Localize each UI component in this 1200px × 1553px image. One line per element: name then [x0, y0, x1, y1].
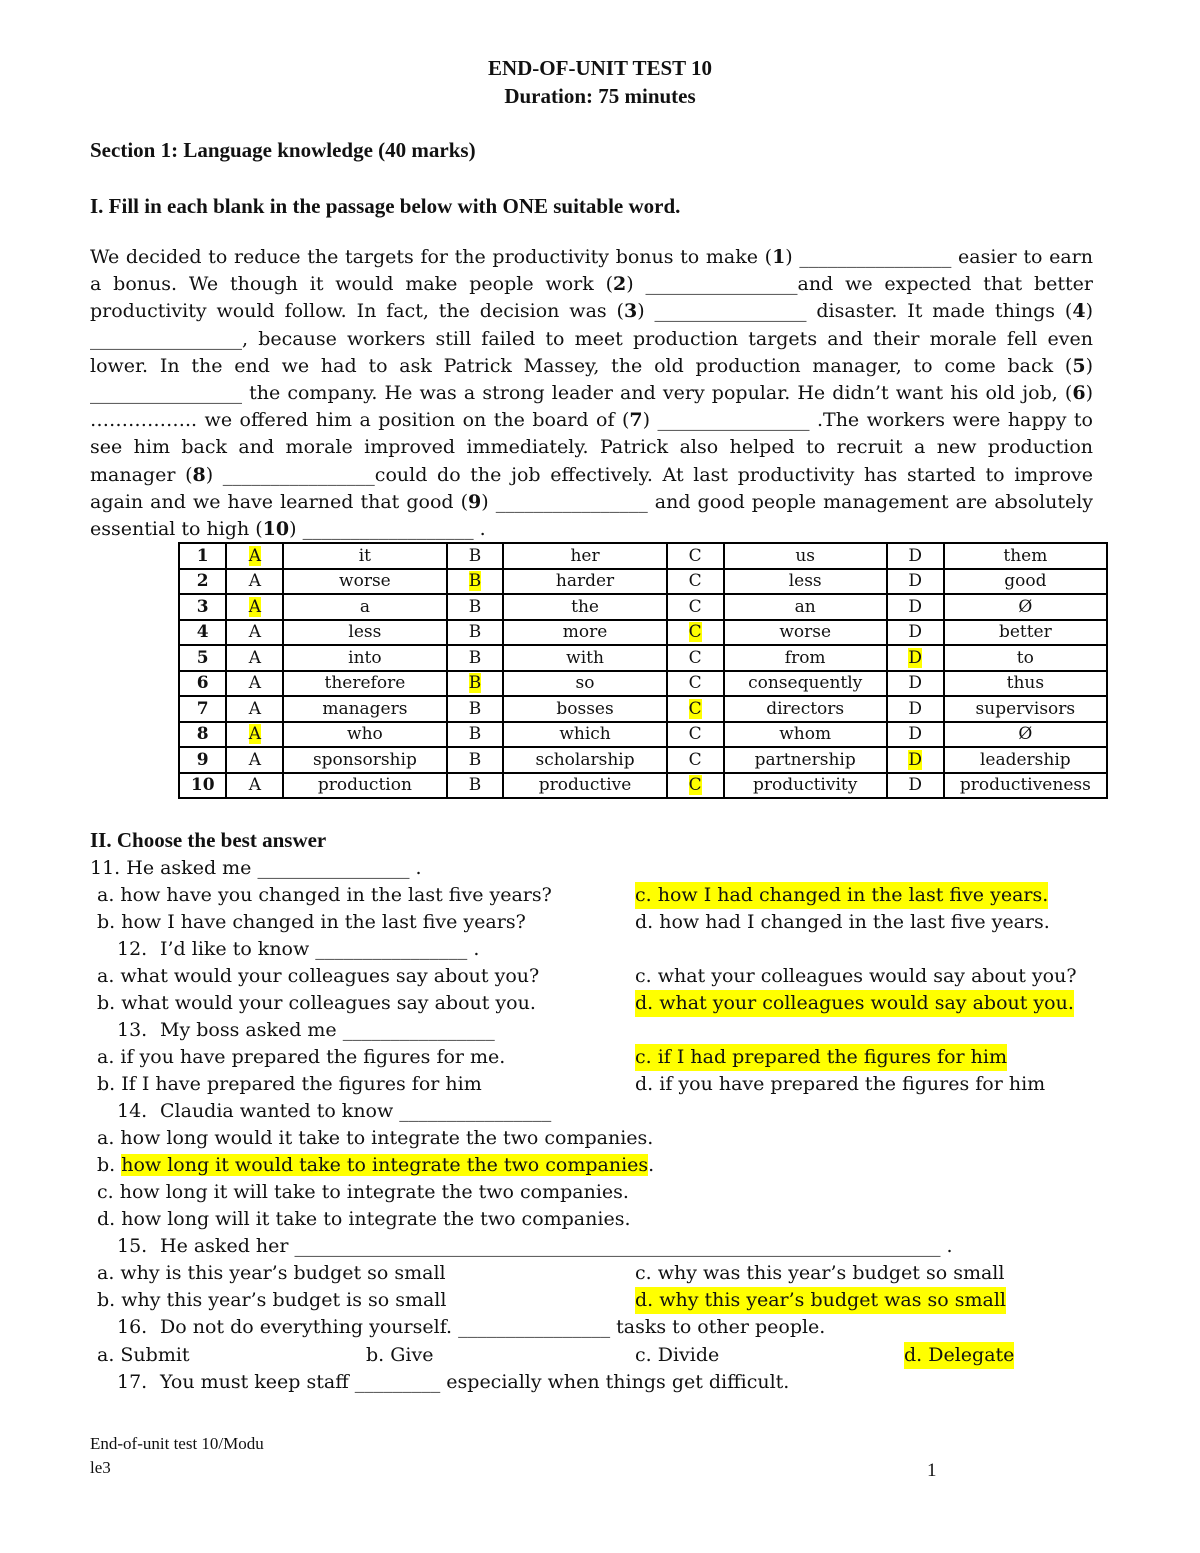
option-letter-d: D: [887, 773, 944, 799]
option-word-c: directors: [724, 696, 887, 722]
q16-option-a: a. Submit: [97, 1344, 190, 1366]
option-letter-b: B: [447, 620, 504, 646]
q14-option-d: d. how long will it take to integrate the two companies.: [97, 1208, 631, 1230]
option-letter-c: C: [667, 594, 724, 620]
q11-option-d: d. how had I changed in the last five years.: [635, 911, 1050, 933]
option-word-b: with: [503, 645, 666, 671]
footer-text-line2: le3: [90, 1458, 111, 1477]
option-letter-b: B: [447, 722, 504, 748]
option-letter-c: C: [667, 569, 724, 595]
test-title: END-OF-UNIT TEST 10: [487, 56, 713, 80]
options-row: [179, 671, 1107, 697]
question-15-stem: He asked her ____________________________________________________________________ .: [160, 1235, 953, 1257]
q12-option-a: a. what would your colleagues say about you?: [97, 965, 540, 987]
option-letter-a: [226, 722, 283, 748]
option-letter-d: D: [887, 696, 944, 722]
answer-highlight: C: [688, 775, 702, 796]
q15-option-c: c. why was this year’s budget so small: [635, 1262, 1005, 1284]
option-letter-c: C: [667, 722, 724, 748]
option-word-d: Ø: [944, 594, 1107, 620]
option-word-c: us: [724, 543, 887, 569]
option-letter-c: C: [667, 671, 724, 697]
q13-option-b: b. If I have prepared the figures for him: [97, 1073, 482, 1095]
option-letter-d: D: [887, 722, 944, 748]
option-letter-c: C: [667, 747, 724, 773]
option-letter-b: [447, 569, 504, 595]
answer-highlight: C: [688, 622, 702, 643]
row-number: 8: [179, 722, 226, 748]
option-letter-d: [887, 645, 944, 671]
footer-text-line1: End-of-unit test 10/Modu: [90, 1434, 264, 1453]
question-17-number: 17.: [117, 1371, 148, 1393]
option-letter-a: [226, 543, 283, 569]
option-letter-c: [667, 696, 724, 722]
option-letter-a: A: [226, 620, 283, 646]
option-word-a: production: [283, 773, 446, 799]
option-word-b: productive: [503, 773, 666, 799]
answer-highlight: A: [248, 596, 261, 617]
question-13-number: 13.: [117, 1019, 148, 1041]
option-letter-b: B: [447, 645, 504, 671]
option-letter-d: [887, 747, 944, 773]
option-word-c: worse: [724, 620, 887, 646]
answer-highlight: B: [468, 673, 482, 694]
q11-option-b: b. how I have changed in the last five years?: [97, 911, 526, 933]
answer-highlight: D: [908, 749, 923, 770]
page-number: 1: [927, 1460, 937, 1481]
option-word-b: bosses: [503, 696, 666, 722]
options-row: [179, 620, 1107, 646]
q13-option-d: d. if you have prepared the figures for him: [635, 1073, 1046, 1095]
option-word-d: productiveness: [944, 773, 1107, 799]
option-word-d: better: [944, 620, 1107, 646]
question-14-stem: Claudia wanted to know ________________: [160, 1100, 552, 1122]
option-word-d: leadership: [944, 747, 1107, 773]
test-duration: Duration: 75 minutes: [504, 84, 696, 108]
q13-option-c: c. if I had prepared the figures for him: [635, 1044, 1007, 1071]
option-word-a: less: [283, 620, 446, 646]
q16-option-c: c. Divide: [635, 1344, 720, 1366]
question-16-stem: Do not do everything yourself. ________________ tasks to other people.: [160, 1316, 826, 1338]
option-word-b: so: [503, 671, 666, 697]
option-letter-a: A: [226, 569, 283, 595]
options-row: [179, 645, 1107, 671]
option-letter-a: A: [226, 671, 283, 697]
option-word-b: harder: [503, 569, 666, 595]
option-word-a: worse: [283, 569, 446, 595]
option-letter-c: C: [667, 543, 724, 569]
option-word-a: managers: [283, 696, 446, 722]
question-15-number: 15.: [117, 1235, 148, 1257]
option-word-c: from: [724, 645, 887, 671]
option-letter-d: D: [887, 620, 944, 646]
options-table: [178, 542, 1108, 799]
option-word-b: her: [503, 543, 666, 569]
cloze-passage: We decided to reduce the targets for the productivity bonus to make (1) ________________ easier to earn a bonus. We though it would make people work (2) ________________and we expected that better productivity would follow. In fact, the decision was (3) ________________ disaster. It made things (4) ________________, because workers still failed to meet production targets and their morale fell even lower. In the end we had to ask Patrick Massey, the old production manager, to come back (5) ________________ the company. He was a strong leader and very popular. He didn’t want his old job, (6) …………….. we offered him a position on the board of (7) ________________ .The workers were happy to see him back and morale improved immediately. Patrick also helped to recruit a new production manager (8) ________________could do the job effectively. At last productivity has started to improve again and we have learned that good (9) ________________ and good people management are absolutely essential to high (10) __________________ .: [90, 246, 1094, 541]
row-number: 5: [179, 645, 226, 671]
options-row: [179, 722, 1107, 748]
answer-highlight: D: [908, 647, 923, 668]
option-word-d: them: [944, 543, 1107, 569]
option-word-c: less: [724, 569, 887, 595]
option-letter-b: B: [447, 543, 504, 569]
option-letter-d: D: [887, 569, 944, 595]
option-word-b: scholarship: [503, 747, 666, 773]
q12-option-d: d. what your colleagues would say about you.: [635, 990, 1074, 1017]
q15-option-d: d. why this year’s budget was so small: [635, 1287, 1006, 1314]
q15-option-a: a. why is this year’s budget so small: [97, 1262, 446, 1284]
row-number: 9: [179, 747, 226, 773]
option-letter-b: B: [447, 773, 504, 799]
q12-option-b: b. what would your colleagues say about you.: [97, 992, 536, 1014]
row-number: 3: [179, 594, 226, 620]
question-16-number: 16.: [117, 1316, 148, 1338]
option-letter-b: [447, 671, 504, 697]
option-word-c: whom: [724, 722, 887, 748]
option-word-d: thus: [944, 671, 1107, 697]
q16-option-d: d. Delegate: [904, 1342, 1014, 1369]
answer-highlight: B: [468, 571, 482, 592]
option-letter-b: B: [447, 696, 504, 722]
options-row: [179, 594, 1107, 620]
option-letter-c: [667, 620, 724, 646]
q13-option-a: a. if you have prepared the figures for me.: [97, 1046, 506, 1068]
option-word-c: partnership: [724, 747, 887, 773]
option-letter-d: D: [887, 543, 944, 569]
option-word-a: who: [283, 722, 446, 748]
answer-highlight: C: [688, 698, 702, 719]
option-word-d: supervisors: [944, 696, 1107, 722]
row-number: 6: [179, 671, 226, 697]
option-letter-a: A: [226, 747, 283, 773]
option-word-a: it: [283, 543, 446, 569]
row-number: 10: [179, 773, 226, 799]
options-row: [179, 747, 1107, 773]
option-word-c: consequently: [724, 671, 887, 697]
question-11-stem: 11. He asked me ________________ .: [90, 857, 422, 879]
row-number: 1: [179, 543, 226, 569]
option-letter-a: A: [226, 773, 283, 799]
option-word-a: into: [283, 645, 446, 671]
question-12-stem: I’d like to know ________________ .: [160, 938, 480, 960]
options-row: [179, 569, 1107, 595]
option-letter-a: [226, 594, 283, 620]
option-word-a: a: [283, 594, 446, 620]
option-letter-c: C: [667, 645, 724, 671]
part2-title: II. Choose the best answer: [90, 828, 327, 852]
option-word-c: productivity: [724, 773, 887, 799]
row-number: 2: [179, 569, 226, 595]
option-word-c: an: [724, 594, 887, 620]
q14-option-a: a. how long would it take to integrate the two companies.: [97, 1127, 654, 1149]
q11-option-c: c. how I had changed in the last five years.: [635, 882, 1048, 909]
option-word-b: which: [503, 722, 666, 748]
answer-highlight: A: [248, 545, 261, 566]
option-word-d: to: [944, 645, 1107, 671]
option-letter-c: [667, 773, 724, 799]
option-word-a: therefore: [283, 671, 446, 697]
q14-option-c: c. how long it will take to integrate the two companies.: [97, 1181, 629, 1203]
options-row: [179, 773, 1107, 799]
option-letter-b: B: [447, 594, 504, 620]
option-word-d: good: [944, 569, 1107, 595]
q12-option-c: c. what your colleagues would say about you?: [635, 965, 1077, 987]
option-letter-b: B: [447, 747, 504, 773]
option-letter-d: D: [887, 671, 944, 697]
q11-option-a: a. how have you changed in the last five years?: [97, 884, 552, 906]
row-number: 4: [179, 620, 226, 646]
q14-option-b: b. how long it would take to integrate the two companies.: [97, 1154, 655, 1176]
option-letter-a: A: [226, 696, 283, 722]
option-word-d: Ø: [944, 722, 1107, 748]
options-row: [179, 696, 1107, 722]
row-number: 7: [179, 696, 226, 722]
option-word-b: the: [503, 594, 666, 620]
part1-title: I. Fill in each blank in the passage below with ONE suitable word.: [90, 194, 681, 218]
section-title: Section 1: Language knowledge (40 marks): [90, 138, 476, 162]
option-word-b: more: [503, 620, 666, 646]
question-13-stem: My boss asked me ________________: [160, 1019, 495, 1041]
question-12-number: 12.: [117, 938, 148, 960]
option-word-a: sponsorship: [283, 747, 446, 773]
q15-option-b: b. why this year’s budget is so small: [97, 1289, 447, 1311]
question-14-number: 14.: [117, 1100, 148, 1122]
option-letter-a: A: [226, 645, 283, 671]
question-17-stem: You must keep staff _________ especially when things get difficult.: [160, 1371, 790, 1393]
options-row: [179, 543, 1107, 569]
q16-option-b: b. Give: [366, 1344, 434, 1366]
option-letter-d: D: [887, 594, 944, 620]
answer-highlight: A: [248, 724, 261, 745]
